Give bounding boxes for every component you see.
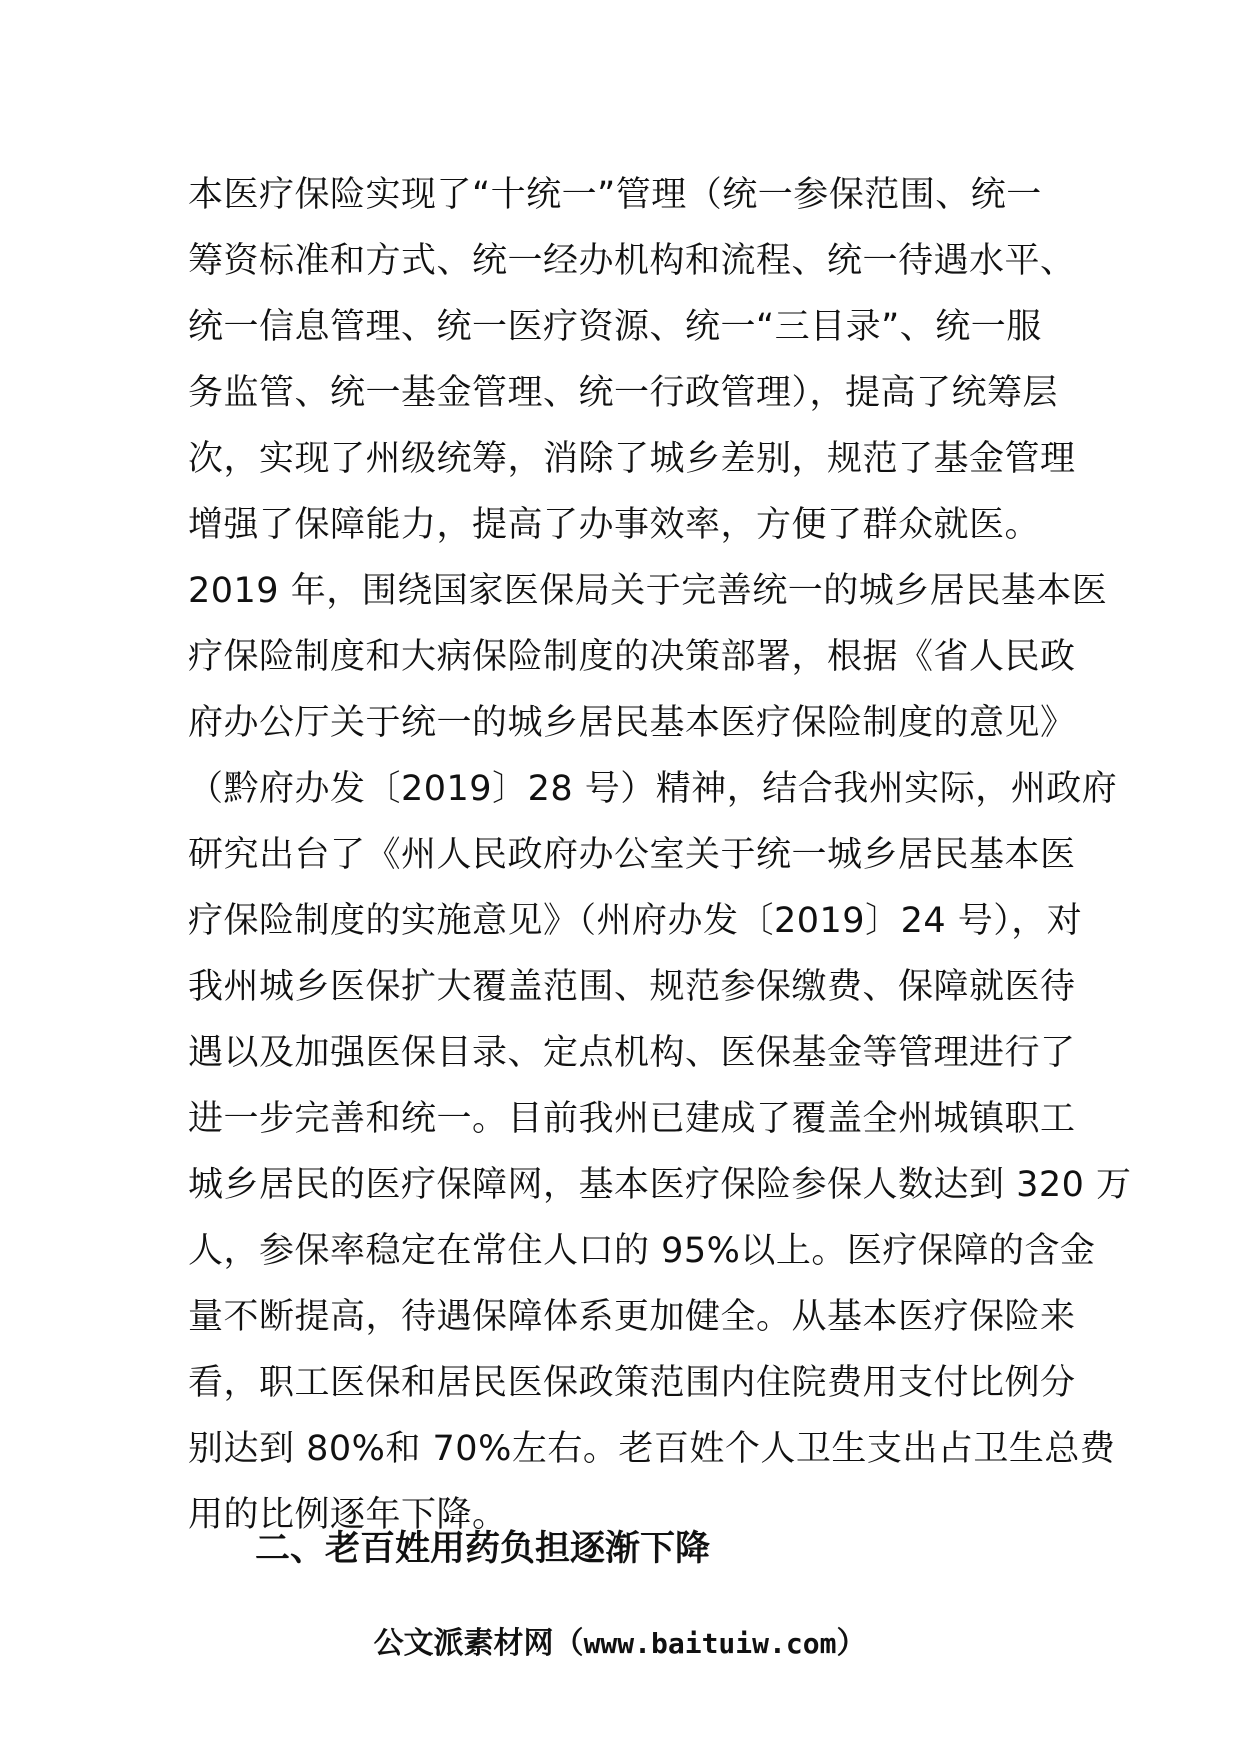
paragraph-line: 人，参保率稳定在常住人口的 95%以上。医疗保障的含金	[188, 1231, 1096, 1271]
paragraph-line: 2019 年，围绕国家医保局关于完善统一的城乡居民基本医	[188, 571, 1108, 611]
paragraph-line: 别达到 80%和 70%左右。老百姓个人卫生支出占卫生总费	[188, 1429, 1116, 1469]
paragraph-line: 疗保险制度和大病保险制度的决策部署，根据《省人民政	[188, 637, 1076, 677]
paragraph-line: 本医疗保险实现了“十统一”管理（统一参保范围、统一	[188, 175, 1042, 215]
section-heading: 二、老百姓用药负担逐渐下降	[255, 1529, 711, 1569]
paragraph-line: 用的比例逐年下降。	[188, 1495, 508, 1535]
paragraph-line: 我州城乡医保扩大覆盖范围、规范参保缴费、保障就医待	[188, 967, 1076, 1007]
paragraph-line: 筹资标准和方式、统一经办机构和流程、统一待遇水平、	[188, 241, 1076, 281]
paragraph-line: 次，实现了州级统筹，消除了城乡差别，规范了基金管理	[188, 439, 1076, 479]
paragraph-line: 看，职工医保和居民医保政策范围内住院费用支付比例分	[188, 1363, 1076, 1403]
footer-url: www.baituiw.com	[583, 1627, 837, 1660]
footer-close-paren: ）	[836, 1626, 867, 1661]
paragraph-line: 增强了保障能力，提高了办事效率，方便了群众就医。	[188, 505, 1041, 545]
paragraph-line: 疗保险制度的实施意见》（州府办发〔2019〕24 号），对	[188, 901, 1083, 941]
paragraph-line: 统一信息管理、统一医疗资源、统一“三目录”、统一服	[188, 307, 1042, 347]
paragraph-line: 务监管、统一基金管理、统一行政管理），提高了统筹层	[188, 373, 1059, 413]
body-paragraph	[188, 162, 1132, 1548]
paragraph-line: 量不断提高，待遇保障体系更加健全。从基本医疗保险来	[188, 1297, 1076, 1337]
footer-watermark	[0, 1622, 1240, 1666]
paragraph-line: 研究出台了《州人民政府办公室关于统一城乡居民基本医	[188, 835, 1076, 875]
paragraph-line: 进一步完善和统一。目前我州已建成了覆盖全州城镇职工	[188, 1099, 1076, 1139]
paragraph-line: 城乡居民的医疗保障网，基本医疗保险参保人数达到 320 万	[188, 1165, 1132, 1205]
paragraph-line: （黔府办发〔2019〕28 号）精神，结合我州实际，州政府	[188, 769, 1118, 809]
paragraph-line: 遇以及加强医保目录、定点机构、医保基金等管理进行了	[188, 1033, 1076, 1073]
paragraph-line: 府办公厅关于统一的城乡居民基本医疗保险制度的意见》	[188, 703, 1076, 743]
footer-site-name: 公文派素材网（	[373, 1626, 584, 1661]
